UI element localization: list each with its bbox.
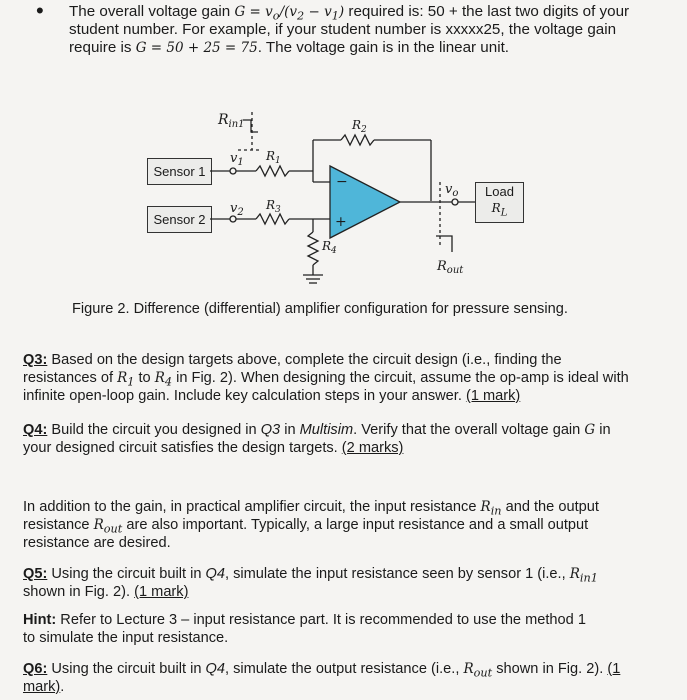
q5-mark: (1 mark) xyxy=(134,584,189,600)
terminal-vo xyxy=(452,199,458,205)
label-v1: $v_1$ xyxy=(230,151,244,168)
q3-line-3: infinite open-loop gain. Include key calculation steps in your answer. (1 mark) xyxy=(23,388,521,404)
q5-line-2: shown in Fig. 2). (1 mark) xyxy=(23,584,189,600)
q6-label: Q6: xyxy=(23,661,48,677)
q3-mark: (1 mark) xyxy=(465,388,521,404)
label-v2: $v_2$ xyxy=(230,201,244,218)
q6-mark-end: mark) xyxy=(23,679,61,695)
q3-line-2: resistances of $R_1$ to $R_4$ in Fig. 2). When designing the circuit, assume the op-amp is ideal with xyxy=(23,370,629,389)
hint-line-2: to simulate the input resistance. xyxy=(23,630,229,646)
sensor-1-box: Sensor 1 xyxy=(147,158,212,185)
q4-line-1: Q4: Build the circuit you designed in Q3 in Multisim. Verify that the overall voltage gain G in xyxy=(23,422,611,438)
q6-line-1: Q6: Using the circuit built in Q4, simulate the output resistance (i.e., $R_{out}$ shown in Fig. 2). (1 xyxy=(23,661,621,680)
intro-line-3: require is G = 50 + 25 = 75. The voltage gain is in the linear unit. xyxy=(69,39,510,56)
label-rin1: $R_{in1}$ xyxy=(218,112,245,130)
hint-label: Hint: xyxy=(23,612,57,628)
resistor-r3 xyxy=(256,214,289,224)
para-line-3: resistance are desired. xyxy=(23,535,171,551)
label-vo: $v_o$ xyxy=(445,182,459,199)
q5-label: Q5: xyxy=(23,566,48,582)
label-r3: $R_3$ xyxy=(266,198,281,215)
gain-formula: $G = v_o/(v_2 - v_1)$ xyxy=(234,4,345,23)
q4-line-2: your designed circuit satisfies the design targets. (2 marks) xyxy=(23,440,404,456)
bullet-point: • xyxy=(36,0,44,23)
label-r2: $R_2$ xyxy=(352,118,367,135)
terminal-v1 xyxy=(230,168,236,174)
op-amp-minus: − xyxy=(336,174,348,190)
q6-mark-start: (1 xyxy=(607,661,621,677)
intro-line-1: The overall voltage gain $G = v_o/(v_2 - v_1)$ required is: 50 + the last two digits of your xyxy=(69,3,630,23)
amplifier-circuit xyxy=(0,0,687,300)
op-amp-plus: + xyxy=(335,214,347,230)
q5-line-1: Q5: Using the circuit built in Q4, simulate the input resistance seen by sensor 1 (i.e., $R_{in1}$ xyxy=(23,566,598,585)
q3-line-1: Q3: Based on the design targets above, complete the circuit design (i.e., finding the xyxy=(23,352,562,368)
resistor-r2 xyxy=(341,135,374,145)
resistor-r1 xyxy=(256,166,289,176)
intro-line-2: student number. For example, if your student number is xxxxx25, the voltage gain xyxy=(69,21,617,38)
para-line-1: In addition to the gain, in practical amplifier circuit, the input resistance $R_{in}$ and the output xyxy=(23,499,599,518)
q6-line-2: mark). xyxy=(23,679,65,695)
resistor-r4 xyxy=(308,232,318,265)
label-r4: $R_4$ xyxy=(322,239,337,256)
para-line-2: resistance $R_{out}$ are also important. Typically, a large input resistance and a small output xyxy=(23,517,589,536)
load-box: Load $R_L$ xyxy=(475,182,524,223)
label-r1: $R_1$ xyxy=(266,149,281,166)
hint-line-1: Hint: Refer to Lecture 3 – input resistance part. It is recommended to use the method 1 xyxy=(23,612,586,628)
q4-mark: (2 marks) xyxy=(341,440,404,456)
q3-label: Q3: xyxy=(23,352,48,368)
terminal-v2 xyxy=(230,216,236,222)
sensor-2-box: Sensor 2 xyxy=(147,206,212,233)
q4-label: Q4: xyxy=(23,422,48,438)
figure-caption: Figure 2. Difference (differential) amplifier configuration for pressure sensing. xyxy=(72,301,568,317)
label-rout: $R_{out}$ xyxy=(437,259,464,276)
